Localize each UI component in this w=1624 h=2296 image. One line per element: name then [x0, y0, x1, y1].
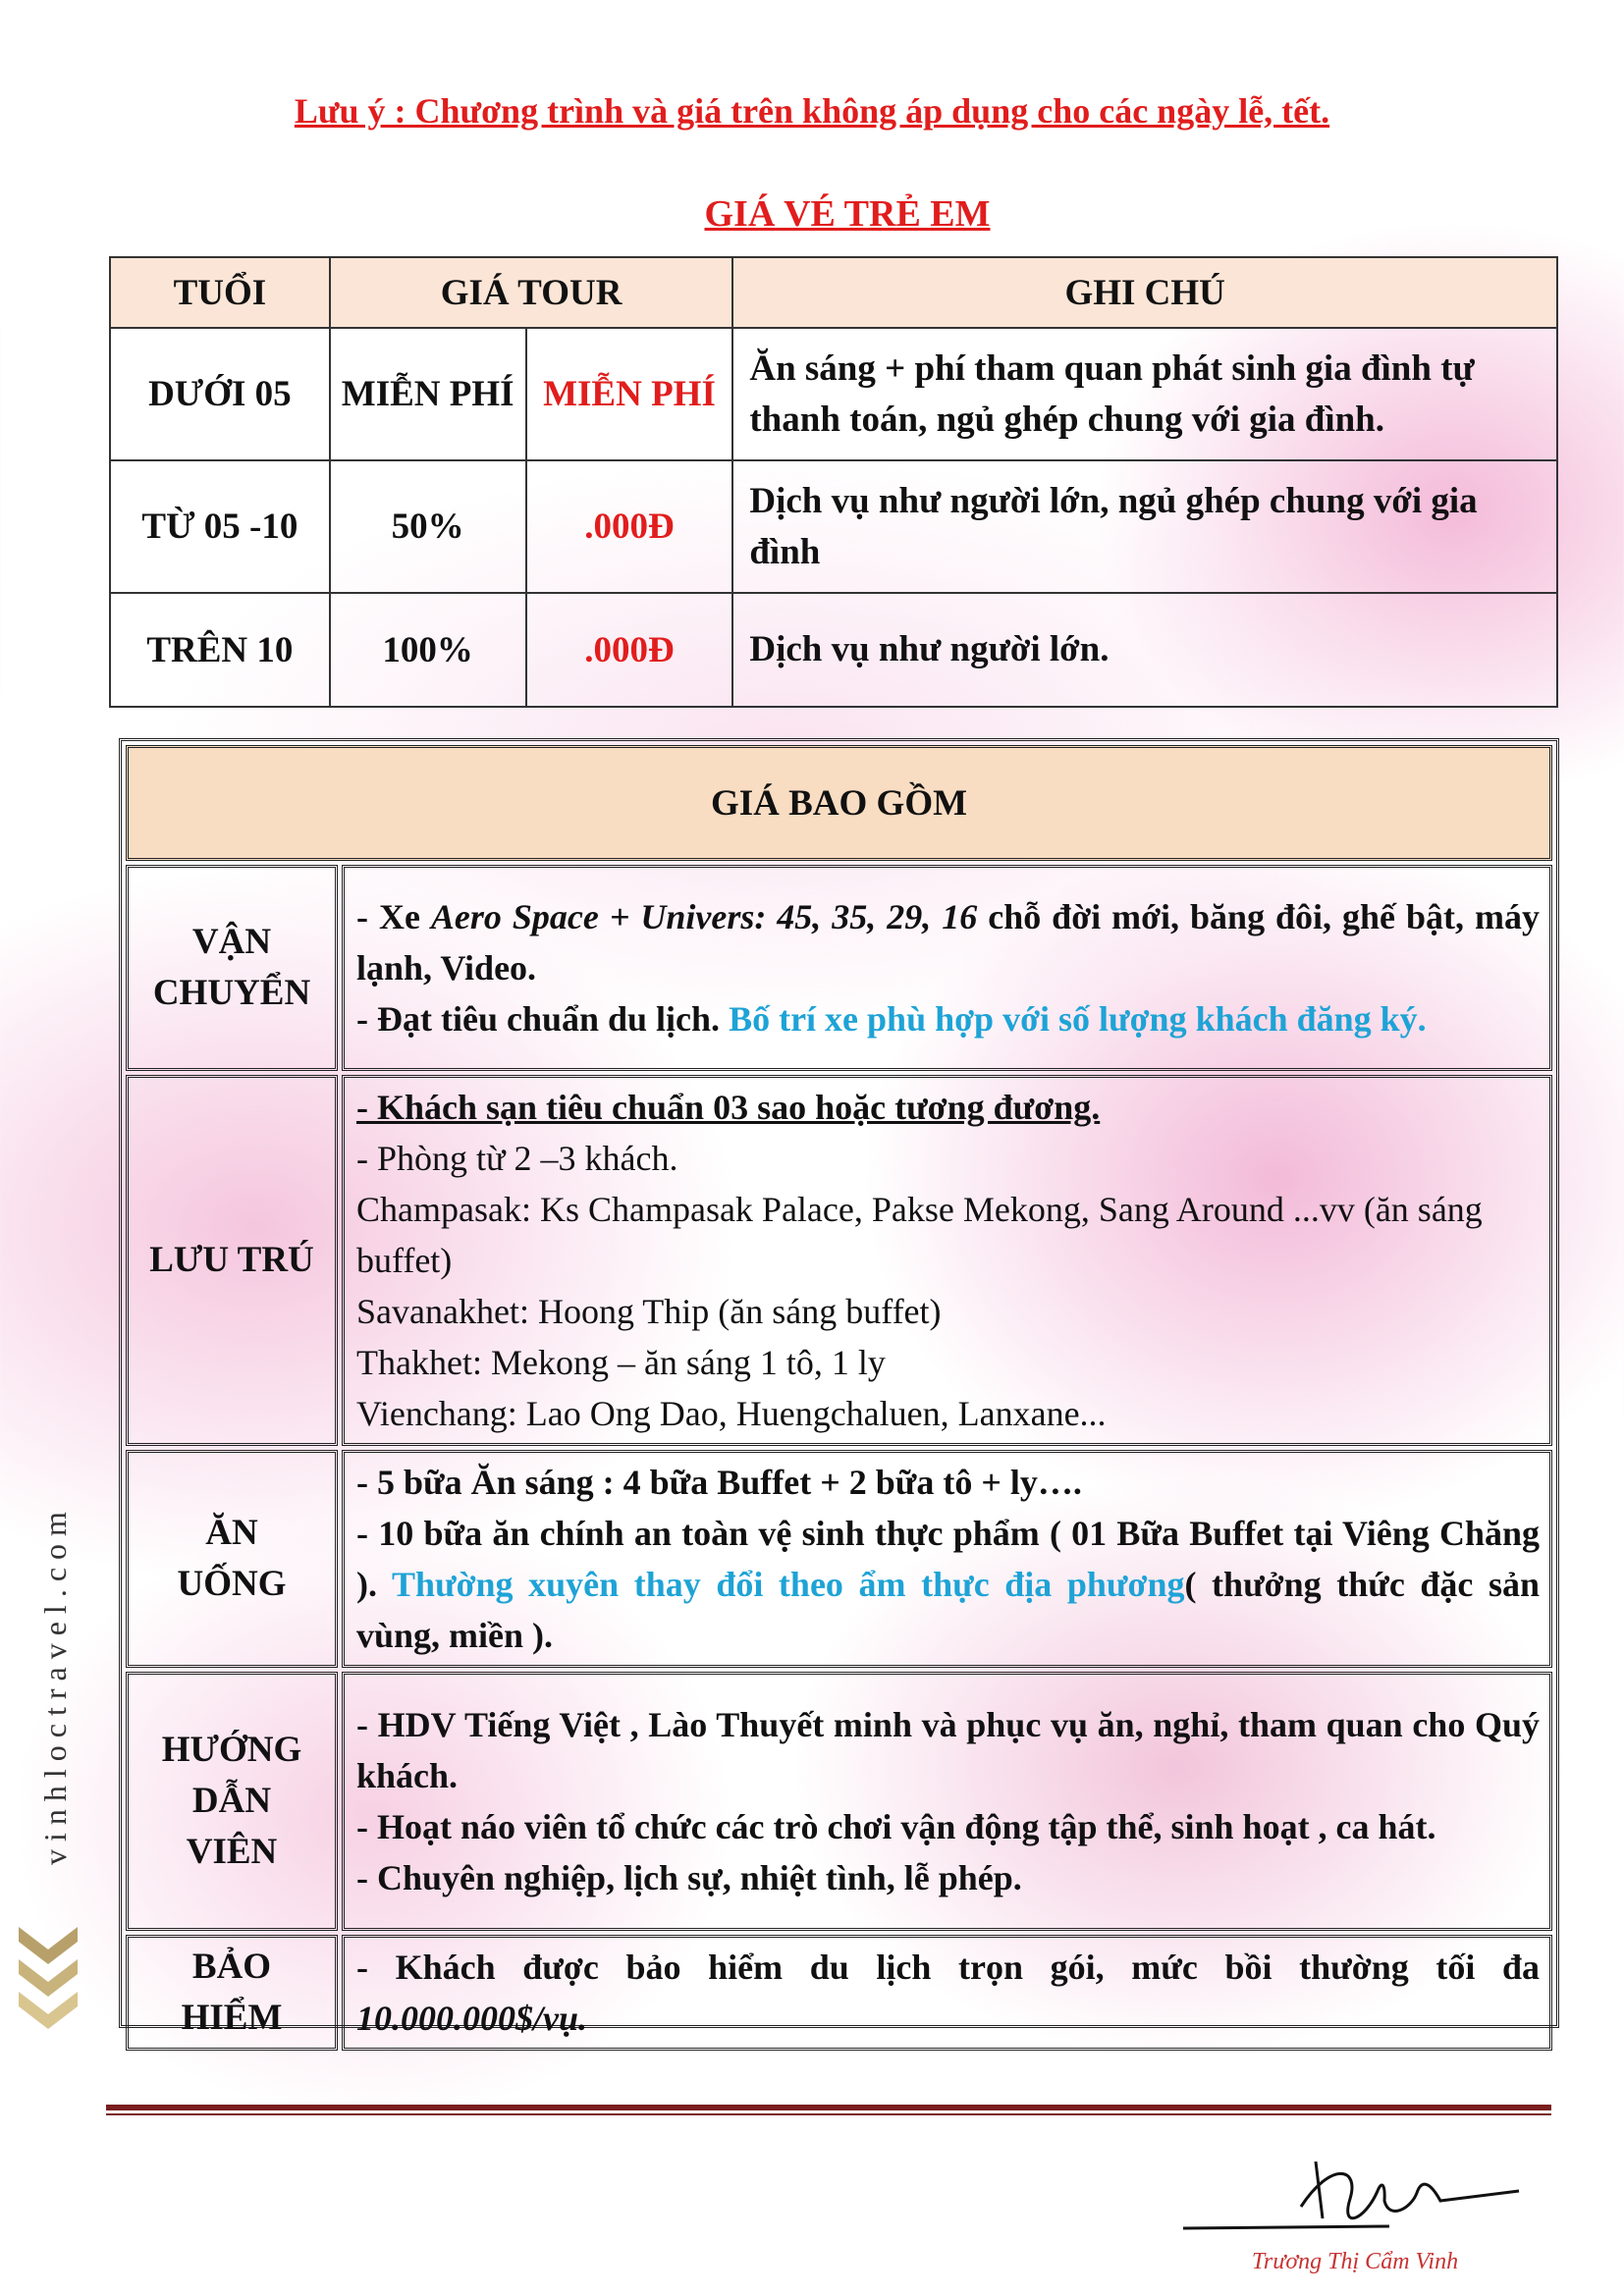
included-header-row [126, 745, 1552, 861]
lodging-savanakhet: Savanakhet: Hoong Thip (ăn sáng buffet) [356, 1292, 942, 1331]
footer-divider [106, 2105, 1551, 2110]
table-row [110, 328, 1557, 460]
note-cell: Dịch vụ như người lớn. [732, 593, 1557, 707]
transport-line-1: - Xe Aero Space + Univers: 45, 35, 29, 16 chỗ đời mới, băng đôi, ghế bật, máy lạnh, Video. [356, 897, 1540, 988]
amount-cell: MIỄN PHÍ [526, 328, 733, 460]
percent-cell: 100% [330, 593, 526, 707]
child-price-title: GIÁ VÉ TRẺ EM [704, 193, 991, 235]
included-table [122, 741, 1556, 2055]
insurance-row [126, 1935, 1552, 2051]
age-cell: TRÊN 10 [110, 593, 330, 707]
transport-label: VẬN CHUYỂN [126, 865, 338, 1071]
age-cell: DƯỚI 05 [110, 328, 330, 460]
lodging-content [342, 1075, 1552, 1446]
note-header: GHI CHÚ [732, 257, 1557, 328]
lodging-champasak: Champasak: Ks Champasak Palace, Pakse Mekong, Sang Around ...vv (ăn sáng buffet) [356, 1190, 1483, 1280]
guide-label: HƯỚNG DẪN VIÊN [126, 1672, 338, 1931]
note-cell: Ăn sáng + phí tham quan phát sinh gia đình tự thanh toán, ngủ ghép chung với gia đình. [732, 328, 1557, 460]
guide-line-2: - Hoạt náo viên tổ chức các trò chơi vận động tập thể, sinh hoạt , ca hát. [356, 1807, 1436, 1846]
transport-line-2: - Đạt tiêu chuẩn du lịch. Bố trí xe phù hợp với số lượng khách đăng ký. [356, 999, 1427, 1039]
transport-content [342, 865, 1552, 1071]
amount-cell: .000Đ [526, 593, 733, 707]
transport-row [126, 865, 1552, 1071]
guide-line-1: - HDV Tiếng Việt , Lào Thuyết minh và phục vụ ăn, nghỉ, tham quan cho Quý khách. [356, 1705, 1540, 1795]
side-watermark: vinhloctravel.com [37, 1504, 73, 1865]
insurance-line: - Khách được bảo hiểm du lịch trọn gói, mức bồi thường tối đa 10.000.000$/vụ. [356, 1948, 1540, 2038]
meals-content [342, 1450, 1552, 1668]
age-cell: TỪ 05 -10 [110, 460, 330, 593]
meals-main: - 10 bữa ăn chính an toàn vệ sinh thực phẩm ( 01 Bữa Buffet tại Viêng Chăng ). Thường xuyên thay đổi theo ẩm thực địa phương( thưởng thức đặc sản vùng, miền ). [356, 1514, 1541, 1655]
guide-content [342, 1672, 1552, 1931]
percent-cell: 50% [330, 460, 526, 593]
note-cell: Dịch vụ như người lớn, ngủ ghép chung với gia đình [732, 460, 1557, 593]
child-price-header-row [110, 257, 1557, 328]
meals-label: ĂN UỐNG [126, 1450, 338, 1668]
guide-line-3: - Chuyên nghiệp, lịch sự, nhiệt tình, lễ phép. [356, 1858, 1022, 1897]
lodging-vienchang: Vienchang: Lao Ong Dao, Huengchaluen, Lanxane... [356, 1394, 1107, 1433]
meals-row [126, 1450, 1552, 1668]
lodging-thakhet: Thakhet: Mekong – ăn sáng 1 tô, 1 ly [356, 1343, 886, 1382]
child-price-table [109, 256, 1558, 708]
lodging-label: LƯU TRÚ [126, 1075, 338, 1446]
signature-icon [1154, 2122, 1546, 2250]
lodging-room: - Phòng từ 2 –3 khách. [356, 1139, 678, 1178]
meals-breakfast: - 5 bữa Ăn sáng : 4 bữa Buffet + 2 bữa tô + ly…. [356, 1463, 1082, 1502]
price-header: GIÁ TOUR [330, 257, 733, 328]
included-section [119, 738, 1559, 2038]
amount-cell: .000Đ [526, 460, 733, 593]
signature-name: Trương Thị Cẩm Vinh [1251, 2249, 1459, 2274]
insurance-label: BẢO HIỂM [126, 1935, 338, 2051]
lodging-standard: - Khách sạn tiêu chuẩn 03 sao hoặc tương đương. [356, 1088, 1101, 1127]
chevron-logo-icon [14, 1922, 82, 2050]
footer-divider-thin [106, 2113, 1551, 2115]
table-row [110, 593, 1557, 707]
table-row [110, 460, 1557, 593]
age-header: TUỔI [110, 257, 330, 328]
percent-cell: MIỄN PHÍ [330, 328, 526, 460]
included-title: GIÁ BAO GỒM [126, 745, 1552, 861]
guide-row [126, 1672, 1552, 1931]
insurance-content [342, 1935, 1552, 2051]
notice-text: Lưu ý : Chương trình và giá trên không áp dụng cho các ngày lễ, tết. [294, 91, 1330, 131]
lodging-row [126, 1075, 1552, 1446]
